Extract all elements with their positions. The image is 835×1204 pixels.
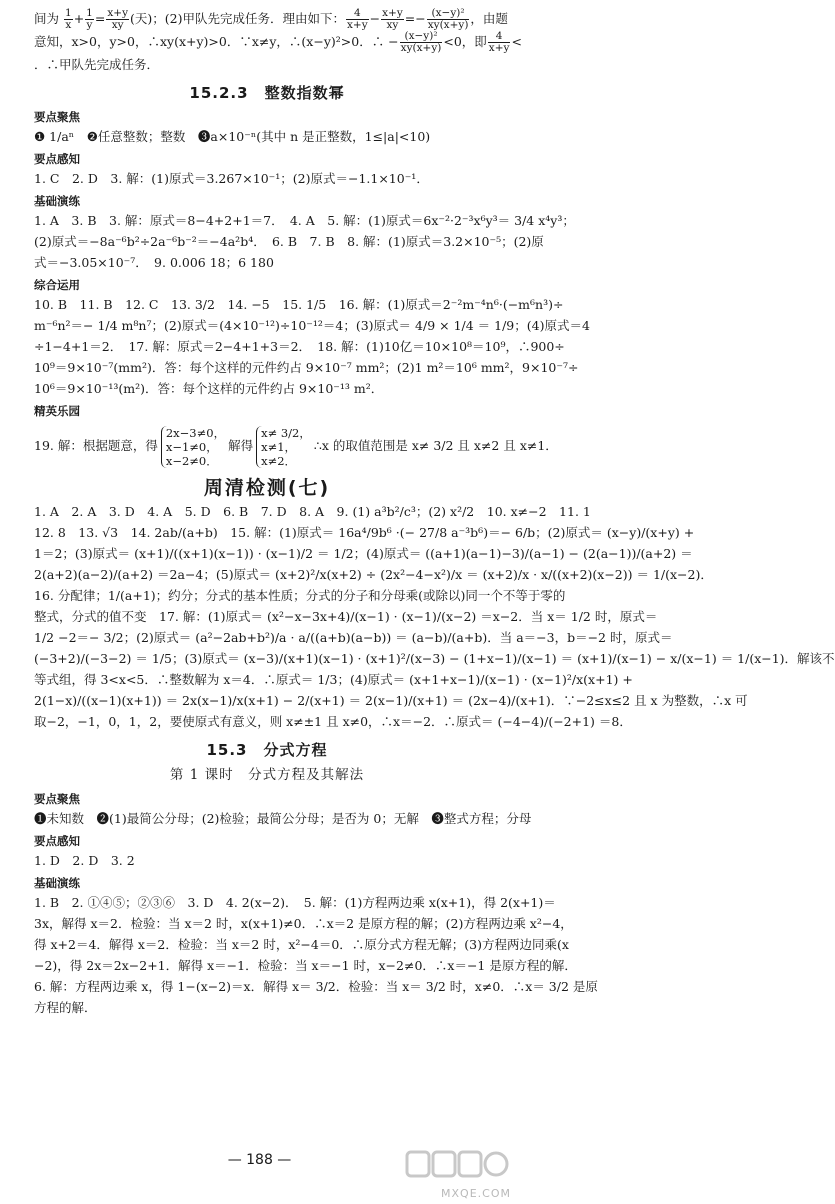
heading-yaodian-juji: 要点聚焦 [34, 792, 80, 806]
answer-line: 12. 8 13. √3 14. 2ab/(a+b) 15. 解：(1)原式＝ 16a⁴/9b⁶ ·(− 27/8 a⁻³b⁶)＝− 6/b；(2)原式＝ (x−y)/(x+y) + [34, 525, 695, 540]
cont-line-1: 间为 $\frac{1}{x}$ + $\frac{1}{y}$ = $\frac{x+y}{xy}$ (天)；(2)甲队先完成任务．理由如下： $\frac{4}{x+y}$ − $\frac{x+y}{xy}$ =− $\frac{\text{(x−y)²}}{xy(x+y)}$ ，由题 [34, 7, 508, 31]
page-number: — 188 — [227, 1152, 292, 1168]
fraction: $\frac{1}{y}$ [86, 7, 93, 31]
answer-line-19: 19. 解：根据题意，得 2x−3≠0， x−1≠0， x−2≠0． 解得 x≠ 3/2， x≠1， x≠2． ∴x 的取值范围是 x≠ 3/2 且 x≠2 且 x≠1． [34, 425, 558, 468]
equation-system: 2x−3≠0， x−1≠0， x−2≠0． [161, 426, 225, 468]
fraction: $\frac{4}{x+y}$ [488, 30, 510, 54]
answer-line: (2)原式＝−8a⁻⁶b²÷2a⁻⁶b⁻²＝−4a²b⁴． 6. B 7. B 8. 解：(1)原式＝3.2×10⁻⁵；(2)原 [34, 234, 544, 249]
section-title-15-2-3: 15.2.3 整数指数幂 [189, 84, 345, 102]
answer-line: 10⁶＝9×10⁻¹³(m²)．答：每个这样的元件约占 9×10⁻¹³ m²． [34, 381, 384, 396]
fraction: $\frac{x+y}{xy}$ [107, 7, 128, 31]
heading-zonghe-yunyong: 综合运用 [34, 278, 80, 292]
answer-line: 方程的解． [34, 1000, 97, 1015]
answer-line: ÷1−4+1＝2． 17. 解：原式＝2−4+1+3＝2． 18. 解：(1)10亿＝10×10⁸＝10⁹，∴900÷ [34, 339, 565, 354]
heading-yaodian-ganzhi: 要点感知 [34, 152, 80, 166]
lesson-subtitle: 第 1 课时 分式方程及其解法 [169, 767, 365, 783]
answer-line: 1. D 2. D 3. 2 [34, 853, 135, 868]
answer-line: 2(1−x)/((x−1)(x+1)) ＝ 2x(x−1)/x(x+1) − 2/(x+1) ＝ 2(x−1)/(x+1) ＝ (2x−4)/(x+1)．∵−2≤x≤2 且 x 为整数，∴x 可 [34, 693, 748, 708]
fraction: $\frac{x+y}{xy}$ [382, 7, 403, 31]
answer-line: 1. A 3. B 3. 解：原式＝8−4+2+1＝7． 4. A 5. 解：(1)原式＝6x⁻²·2⁻³x⁶y³＝ 3/4 x⁴y³； [34, 213, 575, 228]
answer-line: 3x，解得 x＝2．检验：当 x＝2 时，x(x+1)≠0．∴x＝2 是原方程的解；(2)方程两边乘 x²−4， [34, 916, 573, 931]
cont-line-2: 意知，x>0，y>0，∴xy(x+y)>0．∵x≠y，∴(x−y)²>0．∴ − $\frac{\text{(x−y)²}}{xy(x+y)}$ <0，即 $\frac{4}{x+y}$ < [34, 30, 522, 54]
fraction: $\frac{\text{(x−y)²}}{xy(x+y)}$ [427, 7, 469, 31]
heading-jichu-yanlian: 基础演练 [34, 876, 80, 890]
answer-line: 取−2，−1，0，1，2，要使原式有意义，则 x≠±1 且 x≠0，∴x＝−2．∴原式＝ (−4−4)/(−2+1) ＝8． [34, 714, 632, 729]
fraction: $\frac{1}{x}$ [65, 7, 72, 31]
fraction: $\frac{\text{(x−y)²}}{xy(x+y)}$ [400, 30, 442, 54]
section-title-zhouqing: 周清检测(七) [203, 477, 331, 499]
answer-line: m⁻⁶n²＝− 1/4 m⁸n⁷；(2)原式＝(4×10⁻¹²)÷10⁻¹²＝4；(3)原式＝ 4/9 × 1/4 ＝ 1/9；(4)原式＝4 [34, 318, 590, 333]
answer-line: (−3+2)/(−3−2) ＝ 1/5；(3)原式＝ (x−3)/(x+1)(x−1) · (x+1)²/(x−3) − (1+x−1)/(x−1) ＝ (x+1)/(x−1) − x/(x−1) ＝ 1/(x−1)．解该不 [34, 651, 835, 666]
answer-line: 10⁹＝9×10⁻⁷(mm²)．答：每个这样的元件约占 9×10⁻⁷ mm²；(2)1 m²＝10⁶ mm²，9×10⁻⁷÷ [34, 360, 579, 375]
answer-line: 1. C 2. D 3. 解：(1)原式＝3.267×10⁻¹；(2)原式＝−1.1×10⁻¹． [34, 171, 429, 186]
fraction: $\frac{4}{x+y}$ [346, 7, 368, 31]
answer-line: 2(a+2)(a−2)/(a+2) ＝2a−4；(5)原式＝ (x+2)²/x(x+2) ÷ (2x²−4−x²)/x ＝ (x+2)/x · x/((x+2)(x−2)) ＝ 1/(x−2)． [34, 567, 713, 582]
answer-line: 1＝2；(3)原式＝ (x+1)/((x+1)(x−1)) · (x−1)/2 ＝ 1/2；(4)原式＝ ((a+1)(a−1)−3)/(a−1) − (2(a−1))/(a+2) ＝ [34, 546, 693, 561]
cont-line-3: ．∴甲队先完成任务． [34, 57, 160, 72]
answer-page [34, 7, 835, 1018]
answer-line: 6. 解：方程两边乘 x，得 1−(x−2)＝x．解得 x＝ 3/2．检验：当 x＝ 3/2 时，x≠0．∴x＝ 3/2 是原 [34, 979, 598, 994]
heading-yaodian-juji: 要点聚焦 [34, 110, 80, 124]
answer-line: 得 x+2＝4．解得 x＝2．检验：当 x＝2 时，x²−4＝0．∴原分式方程无解；(3)方程两边同乘(x [34, 937, 569, 952]
answer-line: 1/2 −2＝− 3/2；(2)原式＝ (a²−2ab+b²)/a · a/((a+b)(a−b)) ＝ (a−b)/(a+b)．当 a＝−3，b＝−2 时，原式＝ [34, 630, 673, 645]
answer-line: 整式，分式的值不变 17. 解：(1)原式＝ (x²−x−3x+4)/(x−1) · (x−1)/(x−2) ＝x−2．当 x＝ 1/2 时，原式＝ [34, 609, 658, 624]
equation-system: x≠ 3/2， x≠1， x≠2． [256, 426, 311, 468]
heading-yaodian-ganzhi: 要点感知 [34, 834, 80, 848]
answer-line: 16. 分配律；1/(a+1)；约分；分式的基本性质；分式的分子和分母乘(或除以)同一个不等于零的 [34, 588, 566, 603]
heading-jichu-yanlian: 基础演练 [34, 194, 80, 208]
section-title-15-3: 15.3 分式方程 [206, 741, 328, 759]
watermark-text: MXQE.COM [441, 1187, 511, 1200]
answer-line: ❶ 1/aⁿ ❷任意整数；整数 ❸a×10⁻ⁿ(其中 n 是正整数，1≤|a|<10) [34, 129, 431, 144]
answer-line: 1. B 2. ①④⑤；②③⑥ 3. D 4. 2(x−2)． 5. 解：(1)方程两边乘 x(x+1)，得 2(x+1)＝ [34, 895, 556, 910]
continuation-block [34, 7, 522, 75]
answer-line: ❶未知数 ❷(1)最简公分母；(2)检验；最简公分母；是否为 0；无解 ❸整式方程；分母 [34, 811, 532, 826]
answer-line: 式＝−3.05×10⁻⁷． 9. 0.006 18；6 180 [34, 255, 274, 270]
answer-line: 10. B 11. B 12. C 13. 3/2 14. −5 15. 1/5 16. 解：(1)原式＝2⁻²m⁻⁴n⁶·(−m⁶n³)÷ [34, 297, 564, 312]
heading-jingying-leyuan: 精英乐园 [34, 404, 80, 418]
answer-line: −2)，得 2x＝2x−2+1．解得 x＝−1．检验：当 x＝−1 时，x−2≠0．∴x＝−1 是原方程的解． [34, 958, 577, 973]
answer-line: 等式组，得 3<x<5．∴整数解为 x＝4．∴原式＝ 1/3；(4)原式＝ (x+1+x−1)/(x−1) · (x−1)²/x(x+1) + [34, 672, 633, 687]
answer-line: 1. A 2. A 3. D 4. A 5. D 6. B 7. D 8. A 9. (1) a³b²/c³；(2) x²/2 10. x≠−2 11. 1 [34, 504, 591, 519]
